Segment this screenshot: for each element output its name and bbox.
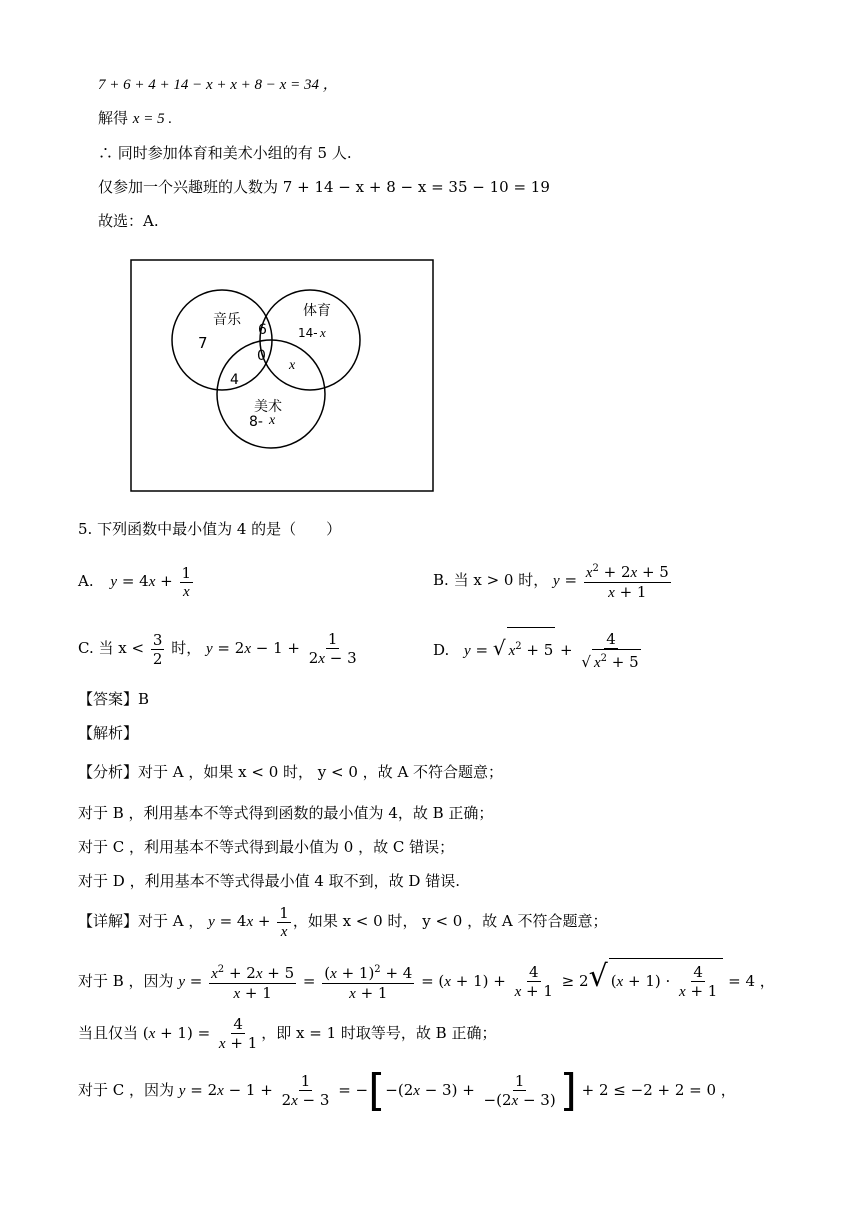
music-only-value: 7	[198, 334, 208, 352]
conclusion-line: ∴ 同时参加体育和美术小组的有 5 人.	[98, 144, 352, 162]
music-label: 音乐	[213, 312, 241, 328]
answer-line: 【答案】B	[78, 690, 150, 708]
detail-c-post: + 2 ≤ −2 + 2 = 0 ，	[581, 1081, 736, 1099]
option-a: A. y = 4x + $\frac{1}{x}$	[78, 563, 192, 600]
detail-b-pre: 对于 B ，因为	[78, 972, 174, 990]
fenxi-b: 对于 B ，利用基本不等式得到函数的最小值为 4，故 B 正确；	[78, 804, 494, 822]
art-label: 美术	[254, 399, 282, 415]
fenxi-head: 【分析】对于 A ，如果 x < 0 时， y < 0 ，故 A 不符合题意；	[78, 763, 504, 781]
option-c-label: C.	[78, 639, 94, 657]
solve-label: 解得	[98, 109, 129, 127]
center-value: 0	[257, 348, 266, 364]
option-d: D. y = √ $x^2 + 5$ + $\frac{4}{√ x^2 + 5}$	[433, 627, 645, 672]
only-one-line	[98, 177, 550, 197]
solve-expr: x = 5 .	[132, 111, 173, 127]
option-c: C. 当 x < $\frac{3}{2}$ 时， y = 2x − 1 + $\frac{1}{2x - 3}$	[78, 630, 357, 668]
detail-c: 对于 C ，因为 y = 2x − 1 + $\frac{1}{2x - 3}$ = −[−(2x − 3) + $\frac{1}{-(2x - 3)}$ ] + 2 ≤ −2 + 2 = 0 ，	[78, 1065, 736, 1116]
equation-line: 7 + 6 + 4 + 14 − x + x + 8 − x = 34 ，	[98, 77, 338, 93]
option-c-condition: 当 x <	[98, 639, 145, 657]
sport-only-value-b: x	[320, 325, 326, 340]
choice-line: 故选：A.	[98, 212, 159, 230]
detail-c-pre: 对于 C ，因为	[78, 1081, 175, 1099]
only-one-label: 仅参加一个兴趣班的人数为	[98, 178, 279, 196]
sport-label: 体育	[303, 303, 331, 319]
music-art-value: 4	[230, 372, 239, 388]
detail-a-pre: 【详解】对于 A ，	[78, 912, 204, 930]
art-circle	[217, 340, 325, 448]
only-one-expr: 7 + 14 − x + 8 − x = 35 − 10 = 19	[282, 178, 550, 196]
detail-b: 对于 B ，因为 y = $\frac{x^2 + 2x + 5}{x + 1}$ = $\frac{(x + 1)^2 + 4}{x + 1}$ = (x + 1) + $\frac{4}{x + 1}$ ≥ 2√ (x + 1) · $\frac{4}{x + 1}$ = 4 ，	[78, 959, 775, 1002]
sport-only-value-a: 14-	[298, 326, 318, 340]
detail-a-post: ，如果 x < 0 时， y < 0 ，故 A 不符合题意；	[292, 912, 608, 930]
music-sport-value: 6	[258, 322, 267, 338]
sport-art-value: x	[289, 358, 296, 373]
solve-line	[98, 108, 172, 129]
venn-diagram	[130, 259, 436, 495]
option-b: B. 当 x > 0 时， y = $\frac{x^2 + 2x + 5}{x + 1}$	[433, 560, 673, 602]
option-b-label: B.	[433, 571, 449, 589]
fenxi-d: 对于 D ，利用基本不等式得最小值 4 取不到，故 D 错误.	[78, 872, 460, 890]
art-only-value-a: 8-	[249, 414, 263, 430]
question-stem: 5. 下列函数中最小值为 4 的是（ ）	[78, 520, 342, 538]
detail-eq-post: ，即 x = 1 时取等号，故 B 正确；	[261, 1024, 497, 1042]
music-circle	[172, 290, 272, 390]
detail-b-post: = 4 ，	[728, 972, 775, 990]
option-c-condition-2: 时，	[171, 639, 202, 657]
fenxi-c: 对于 C ，利用基本不等式得到最小值为 0 ，故 C 错误；	[78, 838, 455, 856]
detail-eq: 当且仅当 (x + 1) = $\frac{4}{x + 1}$ ，即 x = 1 时取等号，故 B 正确；	[78, 1015, 497, 1052]
option-b-condition: 当 x > 0 时，	[453, 571, 549, 589]
venn-frame	[131, 260, 433, 491]
analysis-title: 【解析】	[78, 724, 139, 742]
detail-eq-pre: 当且仅当	[78, 1024, 139, 1042]
art-only-value-b: x	[269, 413, 276, 428]
detail-a: 【详解】对于 A ， y = 4x + $\frac{1}{x}$ ，如果 x < 0 时， y < 0 ，故 A 不符合题意；	[78, 903, 608, 940]
option-d-label: D.	[433, 641, 450, 659]
option-a-label: A.	[78, 572, 94, 590]
